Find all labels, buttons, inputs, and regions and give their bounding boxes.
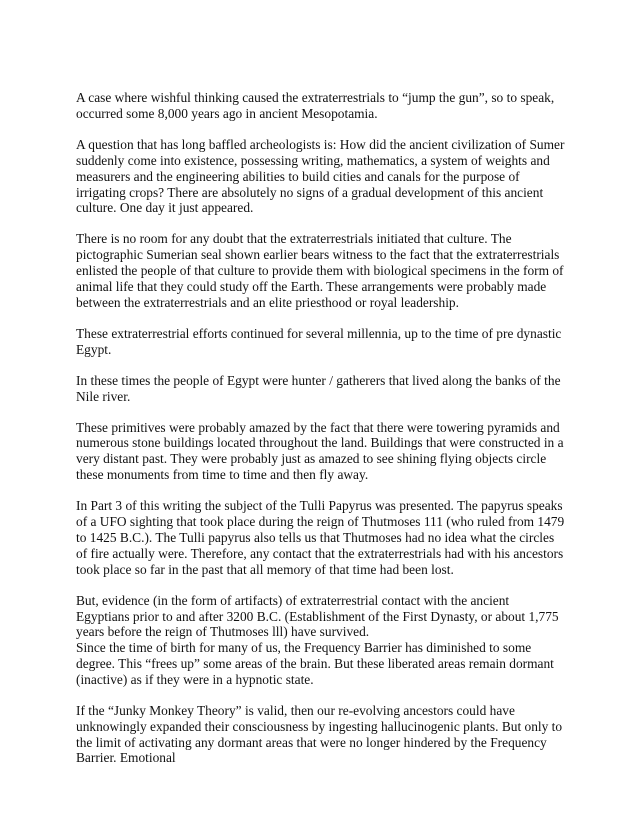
paragraph-sumerian-seal: There is no room for any doubt that the extraterrestrials initiated that culture. The pictographic Sumerian seal shown earlier bears witness to the fact that the extraterrestrials enlisted the people of that culture to provide them with biological specimens in the form of animal life that they could study off the Earth. These arrangements were probably made between the extraterrestrials and an elite priesthood or royal leadership. (76, 231, 564, 310)
paragraph-artifacts-evidence: But, evidence (in the form of artifacts) of extraterrestrial contact with the ancient Egyptians prior to and after 3200 B.C. (Establishment of the First Dynasty, or about 1,775 years before the reign of Thutmoses lll) have survived. (76, 592, 559, 640)
paragraph-junky-monkey-theory: If the “Junky Monkey Theory” is valid, then our re-evolving ancestors could have unknowingly expanded their consciousness by ingesting hallucinogenic plants. But only to the limit of activating any dormant areas that were no longer hindered by the Frequency Barrier. Emotional (76, 702, 563, 766)
text-section-2 (76, 640, 566, 781)
paragraph-sumer-question: A question that has long baffled archeologists is: How did the ancient civilization of Sumer suddenly come into existence, possessing writing, mathematics, a system of weights and measurers and the engineering abilities to build cities and canals for the purpose of irrigating crops? There are absolutely no signs of a gradual development of this ancient culture. One day it just appeared. (76, 136, 565, 216)
paragraph-nile-gatherers: In these times the people of Egypt were hunter / gatherers that lived along the banks of the Nile river. (76, 372, 561, 404)
paragraph-mesopotamia-intro: A case where wishful thinking caused the extraterrestrials to “jump the gun”, so to speak, occurred some 8,000 years ago in ancient Mesopotamia. (76, 90, 555, 121)
text-section-1 (76, 90, 566, 655)
paragraph-tulli-papyrus: In Part 3 of this writing the subject of the Tulli Papyrus was presented. The papyrus speaks of a UFO sighting that took place during the reign of Thutmoses 111 (who ruled from 1479 to 1425 B.C.). The Tulli papyrus also tells us that Thutmoses had no idea what the circles of fire actually were. Therefore, any contact that the extraterrestrials had with his ancestors took place so far in the past that all memory of that time had been lost. (76, 498, 565, 577)
paragraph-frequency-barrier: Since the time of birth for many of us, the Frequency Barrier has diminished to some degree. This “frees up” some areas of the brain. But these liberated areas remain dormant (inactive) as if they were in a hypnotic state. (76, 640, 554, 687)
paragraph-pre-dynastic-egypt: These extraterrestrial efforts continued for several millennia, up to the time of pre dynastic Egypt. (76, 325, 562, 357)
paragraph-pyramids: These primitives were probably amazed by the fact that there were towering pyramids and numerous stone buildings located throughout the land. Buildings that were constructed in a very distant past. They were probably just as amazed to see shining flying objects circle these monuments from time to time and then fly away. (76, 419, 564, 483)
